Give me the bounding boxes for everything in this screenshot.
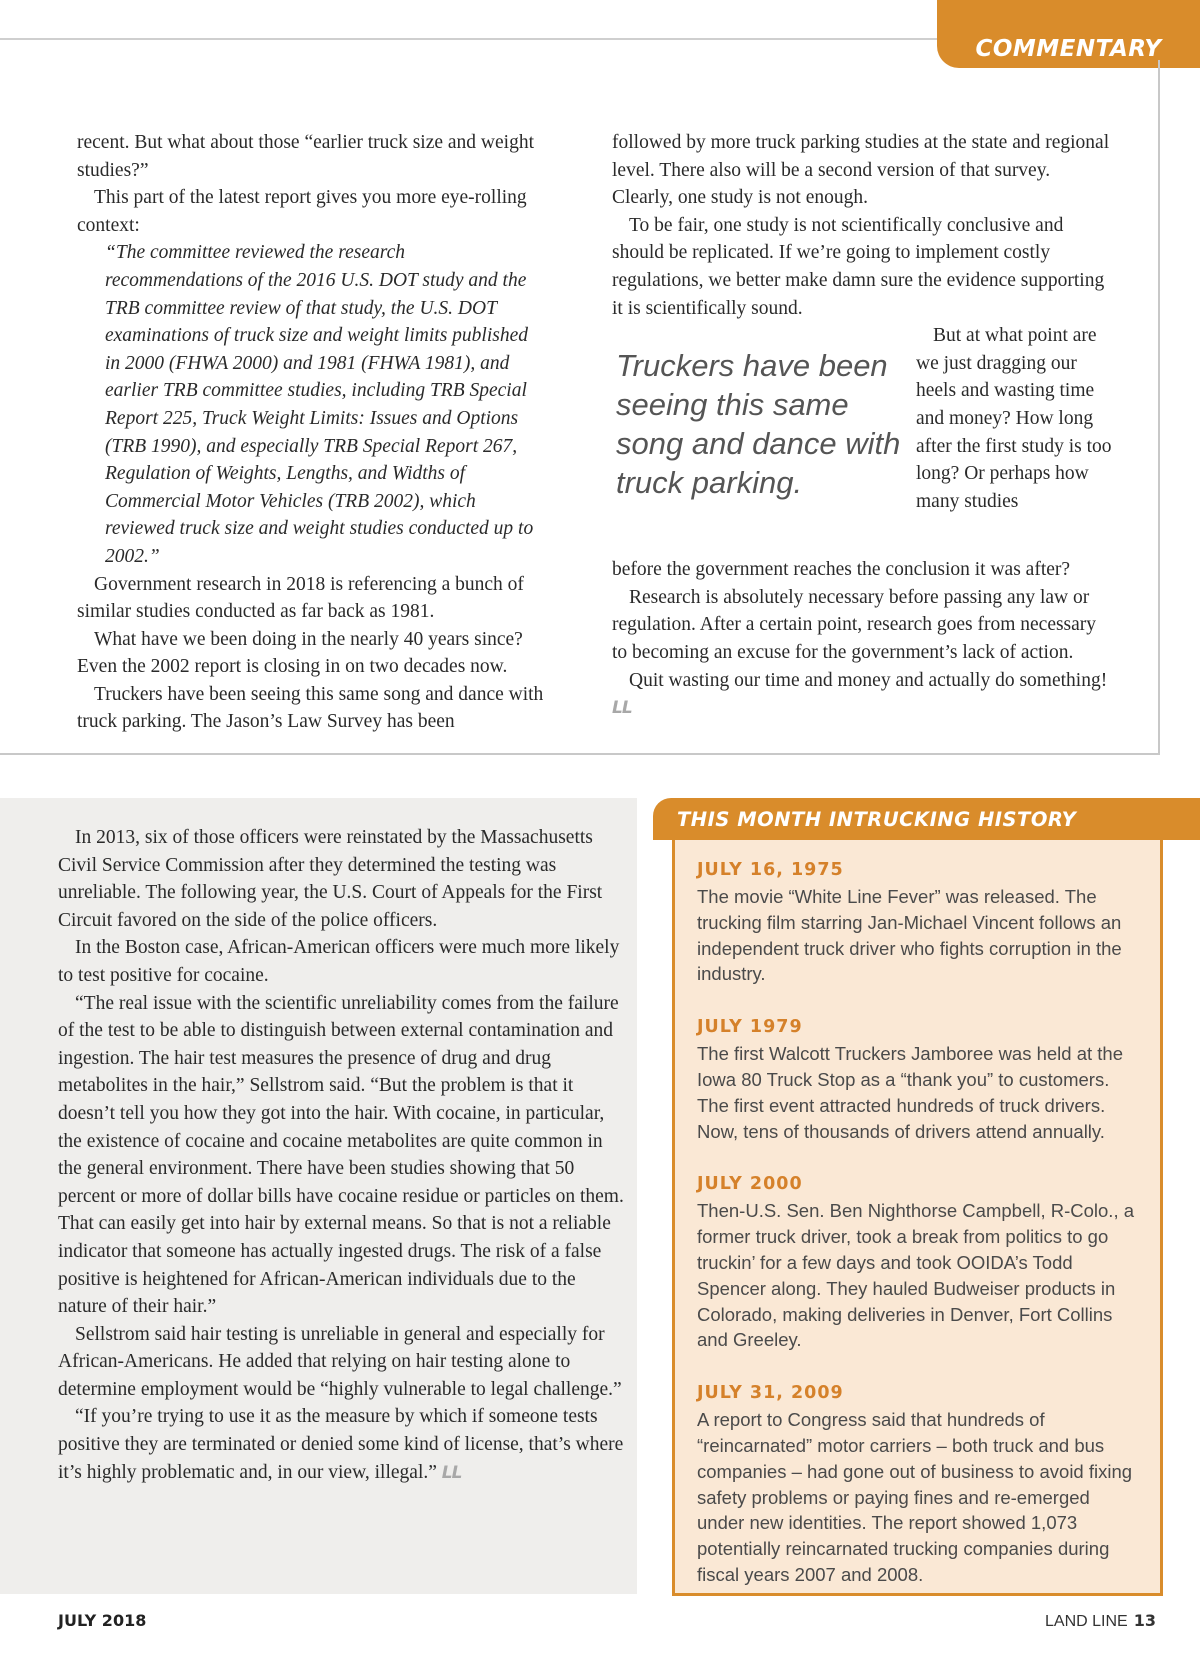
paragraph-last [612,667,1112,723]
history-entry [697,1172,1138,1353]
block-quote: “The committee reviewed the research recommendations of the 2016 U.S. DOT study and the TRB committee review of that study, the U.S. DOT examinations of truck size and weight limits published in 2000 (FHWA 2000) and 1981 (FHWA 1981), and earlier TRB committee studies, including TRB Special Report 225, Truck Weight Limits: Issues and Options (TRB 1990), and especially TRB Special Report 267, Regulation of Weights, Lengths, and Widths of Commercial Motor Vehicles (TRB 2002), which reviewed truck size and weight studies conducted up to 2002.” [105,242,534,567]
paragraph: followed by more truck parking studies at the state and regional level. There also will be a second version of that survey. Clearly, one study is not enough. [612,132,1110,209]
publication-name: LAND LINE [1045,1613,1128,1630]
pullquote-wrap [612,322,1112,556]
section-label: COMMENTARY [975,36,1162,62]
history-date: JULY 1979 [697,1017,803,1038]
paragraph: In the Boston case, African-American officers were much more likely to test positive for cocaine. [58,937,620,986]
paragraph-last [58,1403,624,1487]
paragraph: recent. But what about those “earlier truck size and weight studies?” [77,132,534,181]
history-text: A report to Congress said that hundreds of “reincarnated” motor carriers – both truck and bus companies – had gone out of business to avoid fixing safety problems or paying fines and re-emerged under new identities. The report showed 1,073 potentially reincarnated trucking companies during fiscal years 2007 and 2008. [697,1409,1133,1585]
commentary-right-column [612,129,1112,723]
paragraph: What have we been doing in the nearly 40 years since? Even the 2002 report is closing in on two decades now. [77,628,523,678]
history-entry [697,1015,1138,1144]
hair-article-column [58,824,624,1487]
history-text: The movie “White Line Fever” was released. The trucking film starring Jan-Michael Vincent follows an independent truck driver who fights corruption in the industry. [697,886,1122,985]
history-text: The first Walcott Truckers Jamboree was held at the Iowa 80 Truck Stop as a “thank you” to customers. The first event attracted hundreds of truck drivers. Now, tens of thousands of drivers attend annually. [697,1043,1124,1142]
history-date: JULY 31, 2009 [697,1383,844,1404]
paragraph: But at what point are we just dragging our heels and wasting time and money? How long after the first study is too long? Or perhaps how many studies [916,325,1112,512]
history-heading: THIS MONTH INTRUCKING HISTORY [677,807,1077,831]
paragraph: To be fair, one study is not scientifically conclusive and should be replicated. If we’re going to implement costly regulations, we better make damn sure the evidence supporting it is scientifically sound. [612,214,1105,319]
top-rule [0,38,940,40]
paragraph: Sellstrom said hair testing is unreliable in general and especially for African-Americans. He added that relying on hair testing alone to determine employment would be “highly vulnerable to legal challenge.” [58,1323,622,1400]
paragraph: before the government reaches the conclusion it was after? [612,559,1071,581]
history-heading-bar [653,798,1200,840]
paragraph: Research is absolutely necessary before passing any law or regulation. After a certain point, research goes from necessary to becoming an excuse for the government’s lack of action. [612,586,1097,663]
history-entry [697,1381,1138,1588]
footer-publication [1045,1611,1156,1631]
paragraph: In 2013, six of those officers were reinstated by the Massachusetts Civil Service Commission after they determined the testing was unreliable. The following year, the U.S. Court of Appeals for the First Circuit favored on the side of the police officers. [58,827,603,931]
paragraph-text: Quit wasting our time and money and actually do something! [629,669,1108,691]
history-date: JULY 2000 [697,1174,803,1195]
paragraph: Government research in 2018 is referencing a bunch of similar studies conducted as far back as 1981. [77,573,524,623]
section-tab [937,0,1200,68]
end-mark: LL [612,698,632,719]
history-date: JULY 16, 1975 [697,860,844,880]
paragraph: Truckers have been seeing this same song and dance with truck parking. The Jason’s Law Survey has been [77,683,544,733]
paragraph: This part of the latest report gives you more eye-rolling context: [77,187,527,236]
history-text: Then-U.S. Sen. Ben Nighthorse Campbell, R-Colo., a former truck driver, took a break from politics to go truckin’ for a few days and took OOIDA’s Todd Spencer along. They hauled Budweiser products in Colorado, making deliveries in Denver, Fort Collins and Greeley. [697,1200,1135,1351]
footer-issue: JULY 2018 [58,1611,147,1630]
paragraph: “The real issue with the scientific unreliability comes from the failure of the test to be able to distinguish between external contamination and ingestion. The hair test measures the presence of drug and drug metabolites in the hair,” Sellstrom said. “But the problem is that it doesn’t tell you how they got into the hair. With cocaine, in particular, the existence of cocaine and cocaine metabolites are quite common in the general environment. There have been studies showing that 50 percent or more of dollar bills have cocaine residue or particles on them. That can easily get into hair by external means. So that is not a reliable indicator that someone has actually ingested drugs. The risk of a false positive is heightened for African-American individuals due to the nature of their hair.” [58,992,624,1318]
end-mark: LL [441,1462,462,1483]
commentary-left-column [77,129,565,736]
history-entry [697,858,1138,987]
page-number: 13 [1133,1611,1156,1630]
pullquote: Truckers have been seeing this same song and dance with truck parking. [616,348,901,501]
paragraph-text: “If you’re trying to use it as the measure by which if someone tests positive they are terminated or denied some kind of license, that’s where it’s highly problematic and, in our view, illegal.” [58,1406,624,1483]
history-box [672,840,1163,1596]
